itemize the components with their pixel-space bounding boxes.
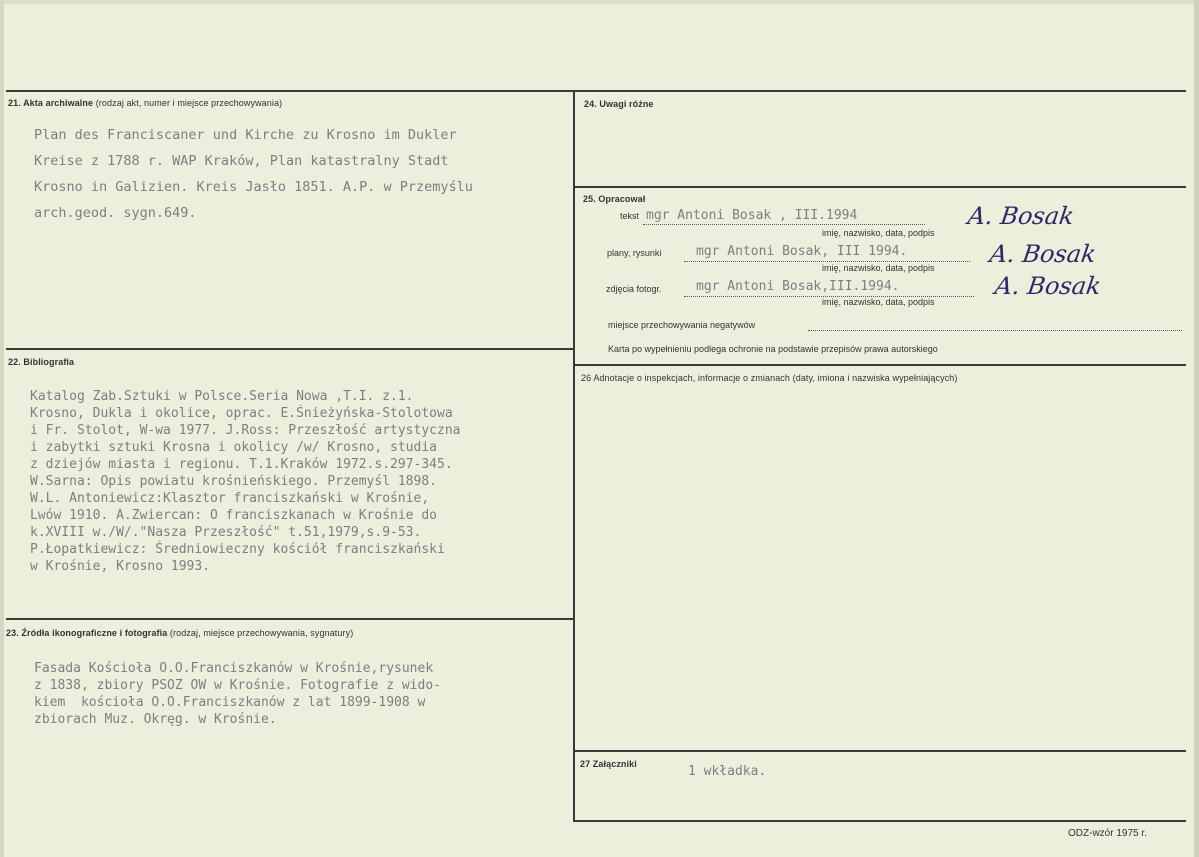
section-22-text: Katalog Zab.Sztuki w Polsce.Seria Nowa ,T.I. z.1. Krosno, Dukla i okolice, oprac. E.Śnieżyńska-Stolotowa i Fr. Stolot, W-wa 1977. J.Ross: Przeszłość artystyczna i zabytki sztuki Krosna i okolicy /w/ Krosno, studia z dziejów miasta i regionu. T.1.Kraków 1972.s.297-345. W.Sarna: Opis powiatu krośnieńskiego. Przemyśl 1898. W.L. Antoniewicz:Klasztor franciszkański w Krośnie, Lwów 1910. A.Zwiercan: O franciszkanach w Krośnie do k.XVIII w./W/."Nasza Przeszłość" t.51,1979,s.9-53. P.Łopatkiewicz: Średniowieczny kościół franciszkański w Krośnie, Krosno 1993. bbox=[30, 389, 461, 574]
opracowal-zdjecia-caption: imię, nazwisko, data, podpis bbox=[822, 297, 935, 307]
opracowal-plany-label: plany, rysunki bbox=[607, 248, 662, 258]
section-23-text: Fasada Kościoła O.O.Franciszkanów w Krośnie,rysunek z 1838, zbiory PSOZ OW w Krośnie. Fotografie z wido- kiem kościoła O.O.Franciszkanów z lat 1899-1908 w zbiorach Muz. Okręg. w Krośnie. bbox=[34, 661, 441, 727]
grid-line-21-22 bbox=[6, 348, 573, 350]
negatives-storage-line bbox=[808, 330, 1182, 331]
section-24-label: 24. Uwagi różne bbox=[584, 99, 654, 109]
card-edge-top bbox=[0, 0, 1199, 4]
grid-line-22-23 bbox=[6, 618, 573, 620]
grid-line-26-27 bbox=[575, 750, 1186, 752]
section-26-label: 26 Adnotacje o inspekcjach, informacje o zmianach (daty, imiona i nazwiska wypełniających) bbox=[581, 373, 958, 383]
grid-line-24-25 bbox=[575, 186, 1186, 188]
signature-plany: A. Bosak bbox=[988, 240, 1098, 268]
card-edge-left bbox=[0, 0, 4, 857]
opracowal-zdjecia-value: mgr Antoni Bosak,III.1994. bbox=[696, 279, 900, 294]
grid-line-bottom bbox=[575, 820, 1186, 822]
opracowal-plany-value: mgr Antoni Bosak, III 1994. bbox=[696, 244, 908, 259]
section-21-text: Plan des Franciscaner und Kirche zu Krosno im Dukler Kreise z 1788 r. WAP Kraków, Plan katastralny Stadt Krosno in Galizien. Kreis Jasło 1851. A.P. w Przemyślu arch.geod. sygn.649. bbox=[34, 127, 473, 221]
copyright-note: Karta po wypełnieniu podlega ochronie na podstawie przepisów prawa autorskiego bbox=[608, 344, 938, 354]
grid-line-25-26 bbox=[575, 364, 1186, 366]
opracowal-plany-caption: imię, nazwisko, data, podpis bbox=[822, 263, 935, 273]
opracowal-tekst-value: mgr Antoni Bosak , III.1994 bbox=[646, 208, 858, 223]
form-footer: ODZ-wzór 1975 r. bbox=[1068, 828, 1147, 839]
opracowal-plany-line bbox=[684, 261, 970, 262]
section-22-label: 22. Bibliografia bbox=[8, 357, 75, 367]
opracowal-tekst-caption: imię, nazwisko, data, podpis bbox=[822, 228, 935, 238]
section-25-label: 25. Opracował bbox=[583, 194, 646, 204]
grid-line-top bbox=[6, 90, 1186, 92]
section-23-label: 23. Źródła ikonograficzne i fotografia (rodzaj, miejsce przechowywania, sygnatury) bbox=[6, 628, 354, 638]
opracowal-tekst-label: tekst bbox=[620, 211, 640, 221]
opracowal-tekst-line bbox=[643, 224, 925, 225]
card-edge-right bbox=[1194, 0, 1199, 857]
opracowal-zdjecia-label: zdjęcia fotogr. bbox=[606, 284, 662, 294]
signature-tekst: A. Bosak bbox=[966, 202, 1076, 230]
negatives-storage-label: miejsce przechowywania negatywów bbox=[608, 320, 756, 330]
grid-line-middle bbox=[573, 90, 575, 822]
section-21-label: 21. Akta archiwalne (rodzaj akt, numer i miejsce przechowywania) bbox=[8, 98, 283, 108]
section-27-label: 27 Załączniki bbox=[580, 759, 637, 769]
signature-zdjecia: A. Bosak bbox=[993, 272, 1103, 300]
section-27-text: 1 wkładka. bbox=[688, 764, 767, 779]
